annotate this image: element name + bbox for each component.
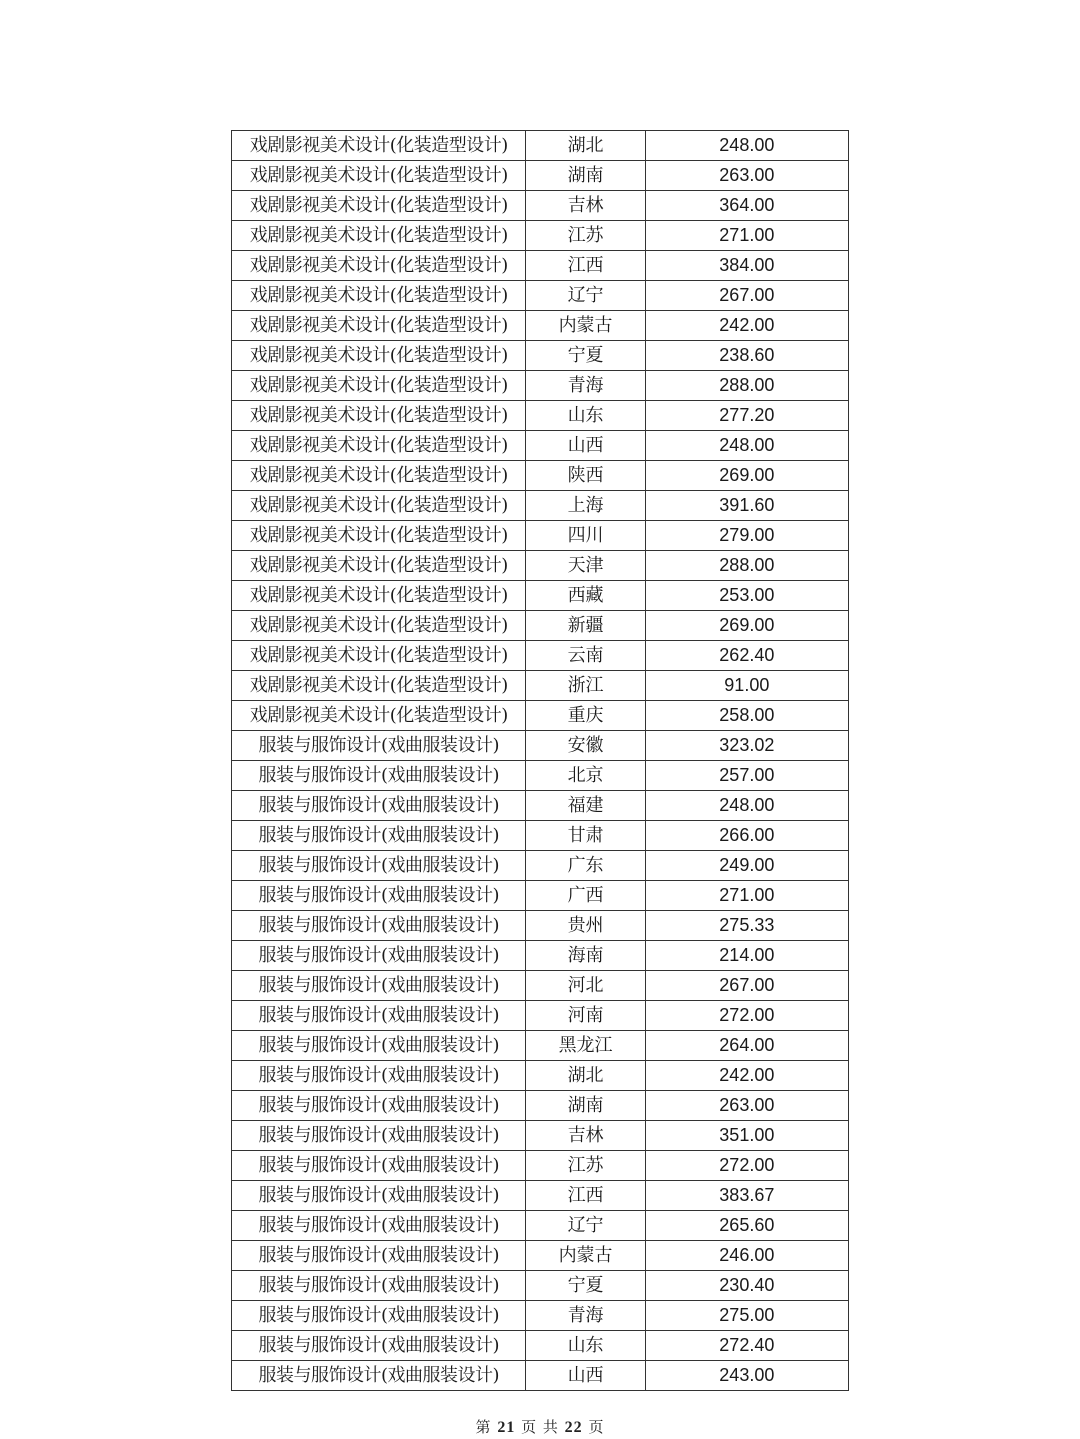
score-cell: 271.00 <box>645 881 848 911</box>
table-row <box>232 611 849 641</box>
province-cell: 广西 <box>526 881 645 911</box>
province-cell: 江苏 <box>526 221 645 251</box>
province-cell: 河南 <box>526 1001 645 1031</box>
table-row <box>232 971 849 1001</box>
major-cell: 服装与服饰设计(戏曲服装设计) <box>232 971 526 1001</box>
score-cell: 277.20 <box>645 401 848 431</box>
score-cell: 391.60 <box>645 491 848 521</box>
score-cell: 246.00 <box>645 1241 848 1271</box>
score-cell: 271.00 <box>645 221 848 251</box>
major-cell: 服装与服饰设计(戏曲服装设计) <box>232 1151 526 1181</box>
score-cell: 364.00 <box>645 191 848 221</box>
province-cell: 江苏 <box>526 1151 645 1181</box>
table-row <box>232 581 849 611</box>
major-cell: 服装与服饰设计(戏曲服装设计) <box>232 1211 526 1241</box>
major-cell: 戏剧影视美术设计(化装造型设计) <box>232 671 526 701</box>
table-row <box>232 1181 849 1211</box>
major-cell: 服装与服饰设计(戏曲服装设计) <box>232 911 526 941</box>
province-cell: 湖北 <box>526 1061 645 1091</box>
table-row <box>232 401 849 431</box>
table-row <box>232 791 849 821</box>
major-cell: 服装与服饰设计(戏曲服装设计) <box>232 791 526 821</box>
major-cell: 戏剧影视美术设计(化装造型设计) <box>232 251 526 281</box>
major-cell: 服装与服饰设计(戏曲服装设计) <box>232 1061 526 1091</box>
major-cell: 服装与服饰设计(戏曲服装设计) <box>232 761 526 791</box>
major-cell: 戏剧影视美术设计(化装造型设计) <box>232 521 526 551</box>
province-cell: 新疆 <box>526 611 645 641</box>
province-cell: 江西 <box>526 1181 645 1211</box>
page-footer <box>0 1416 1080 1437</box>
table-row <box>232 761 849 791</box>
province-cell: 上海 <box>526 491 645 521</box>
table-row <box>232 1091 849 1121</box>
table-row <box>232 1331 849 1361</box>
major-cell: 服装与服饰设计(戏曲服装设计) <box>232 941 526 971</box>
table-row <box>232 551 849 581</box>
province-cell: 青海 <box>526 371 645 401</box>
footer-middle: 页 共 <box>521 1418 559 1436</box>
province-cell: 安徽 <box>526 731 645 761</box>
score-cell: 351.00 <box>645 1121 848 1151</box>
table-row <box>232 431 849 461</box>
province-cell: 内蒙古 <box>526 1241 645 1271</box>
score-cell: 257.00 <box>645 761 848 791</box>
table-row <box>232 311 849 341</box>
province-cell: 重庆 <box>526 701 645 731</box>
major-cell: 戏剧影视美术设计(化装造型设计) <box>232 131 526 161</box>
province-cell: 福建 <box>526 791 645 821</box>
score-cell: 248.00 <box>645 431 848 461</box>
major-cell: 戏剧影视美术设计(化装造型设计) <box>232 461 526 491</box>
table-row <box>232 1271 849 1301</box>
province-cell: 广东 <box>526 851 645 881</box>
major-cell: 服装与服饰设计(戏曲服装设计) <box>232 1181 526 1211</box>
table-row <box>232 161 849 191</box>
table-row <box>232 701 849 731</box>
score-cell: 267.00 <box>645 281 848 311</box>
score-cell: 248.00 <box>645 791 848 821</box>
table-row <box>232 1301 849 1331</box>
table-row <box>232 851 849 881</box>
score-cell: 242.00 <box>645 311 848 341</box>
major-cell: 服装与服饰设计(戏曲服装设计) <box>232 1361 526 1391</box>
score-cell: 253.00 <box>645 581 848 611</box>
score-cell: 238.60 <box>645 341 848 371</box>
score-cell: 258.00 <box>645 701 848 731</box>
table-row <box>232 821 849 851</box>
table-row <box>232 671 849 701</box>
province-cell: 江西 <box>526 251 645 281</box>
score-cell: 266.00 <box>645 821 848 851</box>
score-cell: 242.00 <box>645 1061 848 1091</box>
province-cell: 宁夏 <box>526 341 645 371</box>
major-cell: 戏剧影视美术设计(化装造型设计) <box>232 281 526 311</box>
score-cell: 275.00 <box>645 1301 848 1331</box>
major-cell: 戏剧影视美术设计(化装造型设计) <box>232 161 526 191</box>
major-cell: 戏剧影视美术设计(化装造型设计) <box>232 551 526 581</box>
major-cell: 戏剧影视美术设计(化装造型设计) <box>232 311 526 341</box>
table-row <box>232 281 849 311</box>
major-cell: 服装与服饰设计(戏曲服装设计) <box>232 1091 526 1121</box>
score-cell: 384.00 <box>645 251 848 281</box>
score-cell: 265.60 <box>645 1211 848 1241</box>
province-cell: 贵州 <box>526 911 645 941</box>
score-table <box>231 130 849 1391</box>
province-cell: 吉林 <box>526 191 645 221</box>
province-cell: 内蒙古 <box>526 311 645 341</box>
major-cell: 戏剧影视美术设计(化装造型设计) <box>232 641 526 671</box>
score-cell: 272.00 <box>645 1151 848 1181</box>
province-cell: 青海 <box>526 1301 645 1331</box>
table-row <box>232 641 849 671</box>
table-row <box>232 1031 849 1061</box>
major-cell: 戏剧影视美术设计(化装造型设计) <box>232 371 526 401</box>
major-cell: 戏剧影视美术设计(化装造型设计) <box>232 341 526 371</box>
province-cell: 湖北 <box>526 131 645 161</box>
major-cell: 服装与服饰设计(戏曲服装设计) <box>232 821 526 851</box>
province-cell: 海南 <box>526 941 645 971</box>
table-row <box>232 1241 849 1271</box>
table-row <box>232 221 849 251</box>
province-cell: 陕西 <box>526 461 645 491</box>
score-cell: 91.00 <box>645 671 848 701</box>
table-row <box>232 1001 849 1031</box>
major-cell: 服装与服饰设计(戏曲服装设计) <box>232 1031 526 1061</box>
score-cell: 279.00 <box>645 521 848 551</box>
score-cell: 230.40 <box>645 1271 848 1301</box>
major-cell: 服装与服饰设计(戏曲服装设计) <box>232 1121 526 1151</box>
table-row <box>232 371 849 401</box>
score-cell: 269.00 <box>645 461 848 491</box>
province-cell: 云南 <box>526 641 645 671</box>
table-body <box>232 131 849 1391</box>
score-cell: 269.00 <box>645 611 848 641</box>
score-cell: 383.67 <box>645 1181 848 1211</box>
table-row <box>232 911 849 941</box>
table-row <box>232 341 849 371</box>
table-row <box>232 881 849 911</box>
current-page-number: 21 <box>497 1419 516 1436</box>
table-row <box>232 251 849 281</box>
table-row <box>232 1061 849 1091</box>
major-cell: 戏剧影视美术设计(化装造型设计) <box>232 401 526 431</box>
total-pages-number: 22 <box>564 1419 583 1436</box>
province-cell: 山东 <box>526 401 645 431</box>
major-cell: 戏剧影视美术设计(化装造型设计) <box>232 581 526 611</box>
province-cell: 山东 <box>526 1331 645 1361</box>
major-cell: 服装与服饰设计(戏曲服装设计) <box>232 1001 526 1031</box>
major-cell: 戏剧影视美术设计(化装造型设计) <box>232 491 526 521</box>
province-cell: 宁夏 <box>526 1271 645 1301</box>
score-cell: 263.00 <box>645 161 848 191</box>
score-cell: 243.00 <box>645 1361 848 1391</box>
score-cell: 248.00 <box>645 131 848 161</box>
province-cell: 四川 <box>526 521 645 551</box>
province-cell: 湖南 <box>526 161 645 191</box>
province-cell: 山西 <box>526 1361 645 1391</box>
table-row <box>232 521 849 551</box>
major-cell: 服装与服饰设计(戏曲服装设计) <box>232 1241 526 1271</box>
province-cell: 西藏 <box>526 581 645 611</box>
major-cell: 戏剧影视美术设计(化装造型设计) <box>232 701 526 731</box>
score-cell: 288.00 <box>645 551 848 581</box>
score-cell: 214.00 <box>645 941 848 971</box>
score-cell: 275.33 <box>645 911 848 941</box>
table-row <box>232 461 849 491</box>
province-cell: 吉林 <box>526 1121 645 1151</box>
major-cell: 服装与服饰设计(戏曲服装设计) <box>232 881 526 911</box>
province-cell: 河北 <box>526 971 645 1001</box>
score-cell: 272.40 <box>645 1331 848 1361</box>
table-row <box>232 941 849 971</box>
major-cell: 戏剧影视美术设计(化装造型设计) <box>232 611 526 641</box>
score-cell: 288.00 <box>645 371 848 401</box>
table-row <box>232 491 849 521</box>
table-row <box>232 1151 849 1181</box>
score-cell: 264.00 <box>645 1031 848 1061</box>
major-cell: 服装与服饰设计(戏曲服装设计) <box>232 851 526 881</box>
footer-suffix: 页 <box>588 1418 605 1436</box>
footer-prefix: 第 <box>475 1418 492 1436</box>
major-cell: 戏剧影视美术设计(化装造型设计) <box>232 221 526 251</box>
score-cell: 267.00 <box>645 971 848 1001</box>
major-cell: 戏剧影视美术设计(化装造型设计) <box>232 431 526 461</box>
province-cell: 湖南 <box>526 1091 645 1121</box>
major-cell: 戏剧影视美术设计(化装造型设计) <box>232 191 526 221</box>
province-cell: 山西 <box>526 431 645 461</box>
table-row <box>232 1121 849 1151</box>
score-cell: 263.00 <box>645 1091 848 1121</box>
score-cell: 323.02 <box>645 731 848 761</box>
table-row <box>232 731 849 761</box>
major-cell: 服装与服饰设计(戏曲服装设计) <box>232 1301 526 1331</box>
table-row <box>232 1361 849 1391</box>
table-row <box>232 1211 849 1241</box>
major-cell: 服装与服饰设计(戏曲服装设计) <box>232 1331 526 1361</box>
table-row <box>232 131 849 161</box>
score-cell: 249.00 <box>645 851 848 881</box>
province-cell: 辽宁 <box>526 281 645 311</box>
province-cell: 辽宁 <box>526 1211 645 1241</box>
province-cell: 浙江 <box>526 671 645 701</box>
score-cell: 262.40 <box>645 641 848 671</box>
table-row <box>232 191 849 221</box>
province-cell: 黑龙江 <box>526 1031 645 1061</box>
major-cell: 服装与服饰设计(戏曲服装设计) <box>232 731 526 761</box>
score-cell: 272.00 <box>645 1001 848 1031</box>
province-cell: 北京 <box>526 761 645 791</box>
major-cell: 服装与服饰设计(戏曲服装设计) <box>232 1271 526 1301</box>
province-cell: 甘肃 <box>526 821 645 851</box>
province-cell: 天津 <box>526 551 645 581</box>
